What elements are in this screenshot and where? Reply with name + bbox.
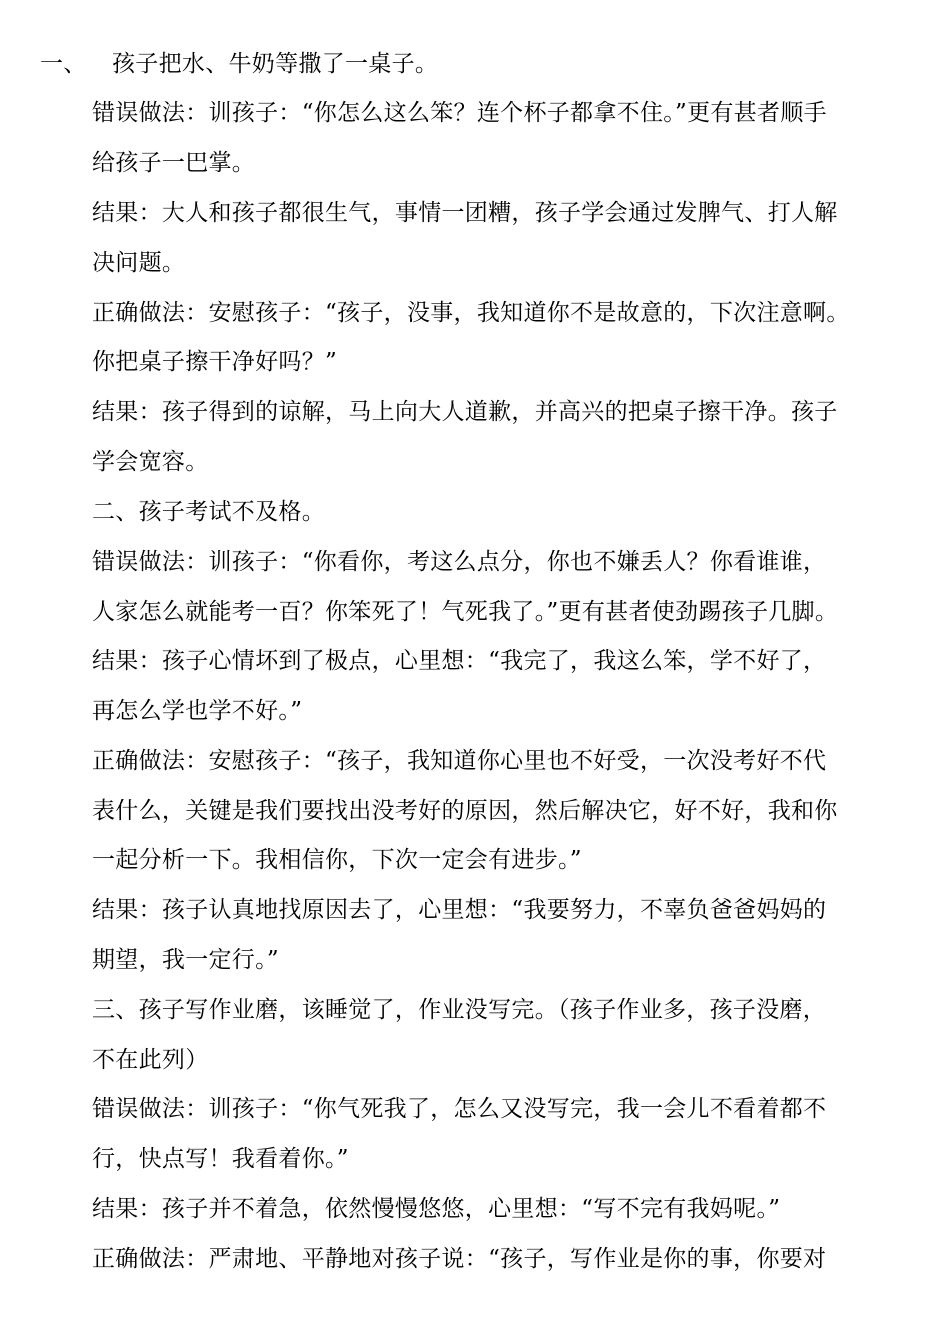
section-3-wrong-line-1: 错误做法：训孩子：“你气死我了，怎么又没写完，我一会儿不看着都不	[92, 1096, 827, 1122]
section-2-wrong-line-1: 错误做法：训孩子：“你看你，考这么点分，你也不嫌丢人？你看谁谁，	[92, 549, 827, 575]
section-2-result-right-line-2: 期望，我一定行。”	[92, 947, 279, 973]
section-1-result-right-line-1: 结果：孩子得到的谅解，马上向大人道歉，并高兴的把桌子擦干净。孩子	[92, 399, 838, 425]
section-2-result-wrong-line-1: 结果：孩子心情坏到了极点，心里想：“我完了，我这么笨，学不好了，	[92, 648, 827, 674]
section-2-wrong-line-2: 人家怎么就能考一百？你笨死了！气死我了。”更有甚者使劲踢孩子几脚。	[92, 599, 839, 625]
section-3-title-line-2: 不在此列）	[92, 1047, 209, 1073]
section-1-result-wrong-line-1: 结果：大人和孩子都很生气，事情一团糟，孩子学会通过发脾气、打人解	[92, 200, 838, 226]
section-1-number: 一、	[40, 51, 87, 77]
section-1-right-line-1: 正确做法：安慰孩子：“孩子，没事，我知道你不是故意的，下次注意啊。	[92, 300, 850, 326]
section-1-title: 孩子把水、牛奶等撒了一桌子。	[112, 51, 439, 77]
section-3-title-line-1: 三、孩子写作业磨，该睡觉了，作业没写完。（孩子作业多，孩子没磨，	[92, 997, 827, 1023]
section-2-right-line-1: 正确做法：安慰孩子：“孩子，我知道你心里也不好受，一次没考好不代	[92, 748, 827, 774]
section-3-wrong-line-2: 行，快点写！我看着你。”	[92, 1146, 349, 1172]
section-2-title: 二、孩子考试不及格。	[92, 499, 325, 525]
section-2-result-right-line-1: 结果：孩子认真地找原因去了，心里想：“我要努力，不辜负爸爸妈妈的	[92, 897, 827, 923]
section-2-right-line-2: 表什么，关键是我们要找出没考好的原因，然后解决它，好不好，我和你	[92, 798, 838, 824]
section-2-right-line-3: 一起分析一下。我相信你，下次一定会有进步。”	[92, 847, 582, 873]
section-3-right-line-1: 正确做法：严肃地、平静地对孩子说：“孩子，写作业是你的事，你要对	[92, 1246, 827, 1272]
section-2-result-wrong-line-2: 再怎么学也学不好。”	[92, 698, 303, 724]
section-1-heading	[40, 49, 860, 79]
section-1-result-wrong-line-2: 决问题。	[92, 250, 186, 276]
section-1-right-line-2: 你把桌子擦干净好吗？”	[92, 349, 338, 375]
section-3-result-wrong-line-1: 结果：孩子并不着急，依然慢慢悠悠，心里想：“写不完有我妈呢。”	[92, 1196, 781, 1222]
section-1-result-right-line-2: 学会宽容。	[92, 449, 209, 475]
section-1-wrong-line-2: 给孩子一巴掌。	[92, 150, 256, 176]
section-1-wrong-line-1: 错误做法：训孩子：“你怎么这么笨？连个杯子都拿不住。”更有甚者顺手	[92, 100, 827, 126]
